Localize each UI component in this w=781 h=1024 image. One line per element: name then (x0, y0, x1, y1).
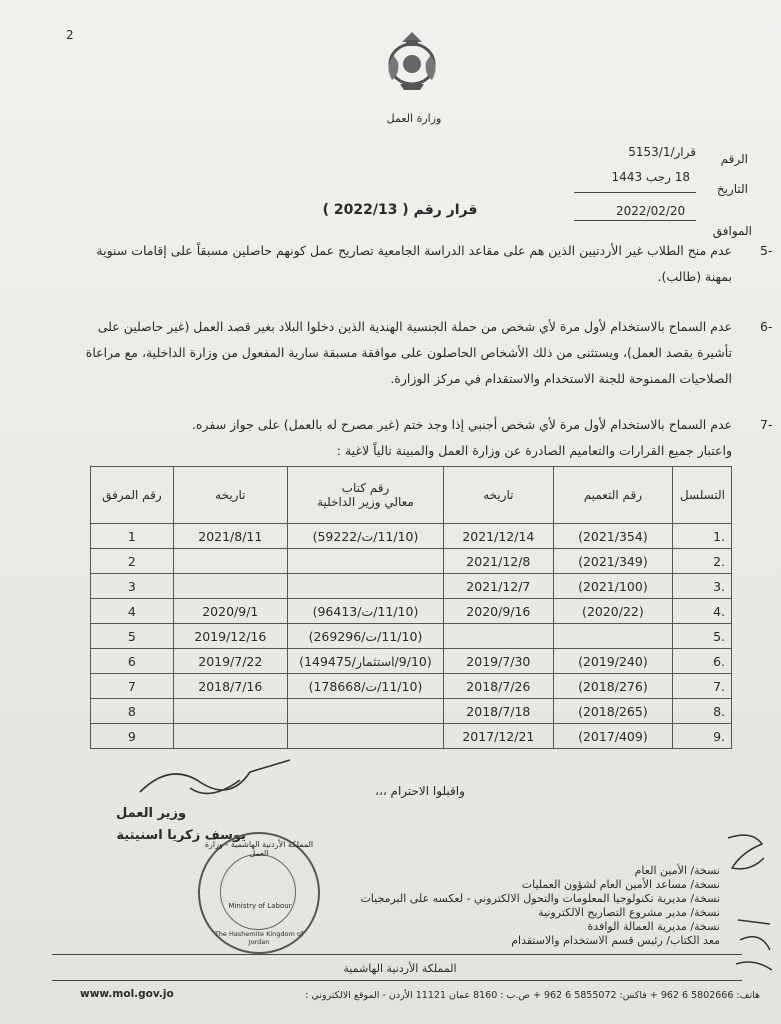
ministry-name: وزارة العمل (386, 112, 442, 125)
cell-date2 (173, 574, 287, 599)
cell-date2 (173, 699, 287, 724)
cell-date1: 2020/9/16 (444, 599, 553, 624)
item-number: -6 (760, 319, 773, 334)
copy-line: نسخة/ مساعد الأمين العام لشؤون العمليات (521, 878, 720, 891)
table-row (91, 524, 732, 549)
cell-book (287, 574, 443, 599)
ref-divider-2 (574, 220, 696, 221)
item-text: عدم السماح بالاستخدام لأول مرة لأي شخص من حملة الجنسية الهندية الذين دخلوا البلاد بغير قصد العمل (غير حاصلين على تأشيرة بقصد العمل)، ويستثنى من ذلك الأشخاص الحاصلون على موافقة مسبقة سارية المفعول من وزارة الداخلية، مع مراعاة الصلاحيات الممنوحة للجنة الاستخدام والاستقدام في مركز الوزارة. (85, 319, 732, 386)
table-row (91, 599, 732, 624)
date-gregorian: 2022/02/20 (616, 204, 686, 218)
cell-attachment: 9 (91, 724, 174, 749)
signature-icon (130, 752, 300, 812)
cell-book (287, 549, 443, 574)
header-date2: تاريخه (173, 467, 287, 524)
cell-book: (11/10/ت/269296) (287, 624, 443, 649)
header-circular: رقم التعميم (553, 467, 673, 524)
cell-circular: (2020/22) (553, 599, 673, 624)
cell-attachment: 1 (91, 524, 174, 549)
cell-attachment: 7 (91, 674, 174, 699)
item-text: عدم منح الطلاب غير الأردنيين الذين هم على مقاعد الدراسة الجامعية تصاريح عمل كونهم حاصلين مسبقاً على إقامات سنوية بمهنة (طالب). (96, 243, 732, 284)
ref-divider-1 (574, 192, 696, 193)
copy-line: نسخة/ الأمين العام (634, 864, 720, 877)
cell-date1: 2017/12/21 (444, 724, 553, 749)
cell-attachment: 6 (91, 649, 174, 674)
cell-book (287, 699, 443, 724)
cell-date1: 2021/12/7 (444, 574, 553, 599)
cell-book (287, 724, 443, 749)
table-row (91, 549, 732, 574)
table-row (91, 624, 732, 649)
cell-circular: (2021/349) (553, 549, 673, 574)
cell-seq: .4 (673, 599, 732, 624)
cell-attachment: 5 (91, 624, 174, 649)
cell-date1 (444, 624, 553, 649)
table-header-row (91, 467, 732, 524)
stamp-text-english-2: The Hashemite Kingdom of Jordan (214, 930, 304, 946)
header-book (287, 467, 443, 524)
item-number: -7 (760, 417, 773, 432)
date-label: التاريخ (716, 182, 748, 196)
cell-circular: (2021/100) (553, 574, 673, 599)
cell-date1: 2018/7/18 (444, 699, 553, 724)
annul-line: واعتبار جميع القرارات والتعاميم الصادرة عن وزارة العمل والمبينة تالياً لاغية : (336, 443, 732, 458)
cell-circular: (2021/354) (553, 524, 673, 549)
cell-circular: (2018/265) (553, 699, 673, 724)
header-attachment: رقم المرفق (91, 467, 174, 524)
cell-date1: 2021/12/8 (444, 549, 553, 574)
ministry-stamp (198, 832, 320, 954)
cell-book: (11/10/ت/96413) (287, 599, 443, 624)
cell-seq: .6 (673, 649, 732, 674)
ref-value: قرار/5153/1 (628, 145, 696, 159)
cell-book: (9/10/استثمار/149475) (287, 649, 443, 674)
date-hijri: 18 رجب 1443 (611, 170, 690, 184)
copy-line: نسخة/ مديرية العمالة الوافدة (587, 920, 720, 933)
header-date1: تاريخه (444, 467, 553, 524)
closing-phrase: واقبلوا الاحترام ،،، (375, 784, 465, 798)
table-row (91, 574, 732, 599)
cell-date2 (173, 724, 287, 749)
cell-seq: .7 (673, 674, 732, 699)
copy-line: نسخة/ مديرية تكنولوجيا المعلومات والتحول الالكتروني - لعكسه على البرمجيات (360, 892, 720, 905)
cell-seq: .9 (673, 724, 732, 749)
cell-attachment: 4 (91, 599, 174, 624)
page-number: 2 (66, 28, 74, 42)
table-row (91, 699, 732, 724)
cell-book: (11/10/ت/59222) (287, 524, 443, 549)
cell-attachment: 8 (91, 699, 174, 724)
cell-attachment: 2 (91, 549, 174, 574)
signature-title: وزير العمل (115, 806, 187, 821)
annulled-circulars-table (90, 466, 732, 749)
cell-date1: 2019/7/30 (444, 649, 553, 674)
cell-circular: (2019/240) (553, 649, 673, 674)
footer-website-link[interactable]: www.mol.gov.jo (80, 988, 174, 1000)
cell-circular (553, 624, 673, 649)
cell-date2 (173, 549, 287, 574)
header-book-line1: رقم كتاب (341, 481, 390, 495)
cell-seq: .8 (673, 699, 732, 724)
handwritten-mark-icon (730, 910, 778, 980)
item-text: عدم السماح بالاستخدام لأول مرة لأي شخص أجنبي إذا وجد ختم (غير مصرح له بالعمل) على جواز سفره. (191, 417, 732, 432)
jordan-emblem-icon (380, 28, 444, 94)
cell-date2: 2019/12/16 (173, 624, 287, 649)
cell-circular: (2018/276) (553, 674, 673, 699)
cell-attachment: 3 (91, 574, 174, 599)
signature-name: يوسف زكريا اسنيتية (116, 828, 246, 843)
table-row (91, 674, 732, 699)
cell-date2: 2018/7/16 (173, 674, 287, 699)
header-book-line2: معالي وزير الداخلية (317, 495, 414, 509)
cell-book: (11/10/ت/178668) (287, 674, 443, 699)
cell-seq: .3 (673, 574, 732, 599)
decision-title: قرار رقم ( 2022/13 ) (322, 202, 478, 218)
table-row (91, 724, 732, 749)
stamp-inner-ring (220, 854, 296, 930)
footer-divider-2 (52, 980, 742, 981)
item-number: -5 (760, 243, 773, 258)
cell-date2: 2020/9/1 (173, 599, 287, 624)
cell-seq: .1 (673, 524, 732, 549)
cell-seq: .5 (673, 624, 732, 649)
stamp-text-english-1: Ministry of Labour (228, 902, 292, 910)
cell-seq: .2 (673, 549, 732, 574)
match-label: الموافق (712, 224, 752, 238)
handwritten-mark-icon (722, 828, 770, 888)
header-seq: التسلسل (673, 467, 732, 524)
cell-date2: 2019/7/22 (173, 649, 287, 674)
footer-divider (52, 954, 742, 955)
cell-date2: 2021/8/11 (173, 524, 287, 549)
footer-country: المملكة الأردنية الهاشمية (343, 962, 457, 975)
cell-circular: (2017/409) (553, 724, 673, 749)
table-row (91, 649, 732, 674)
copy-line: نسخة/ مدير مشروع التصاريح الالكترونية (538, 906, 720, 919)
ref-label: الرقم (720, 152, 748, 166)
stamp-text-arabic: المملكة الأردنية الهاشمية - وزارة العمل (204, 840, 314, 858)
footer-contact: هاتف: 5802666 6 962 + فاكس: 5855072 6 962 + ص.ب : 8160 عمان 11121 الأردن - الموقع الالكتروني : (305, 990, 760, 1001)
copy-line: معد الكتاب/ رئيس قسم الاستخدام والاستقدام (511, 934, 720, 947)
cell-date1: 2018/7/26 (444, 674, 553, 699)
cell-date1: 2021/12/14 (444, 524, 553, 549)
